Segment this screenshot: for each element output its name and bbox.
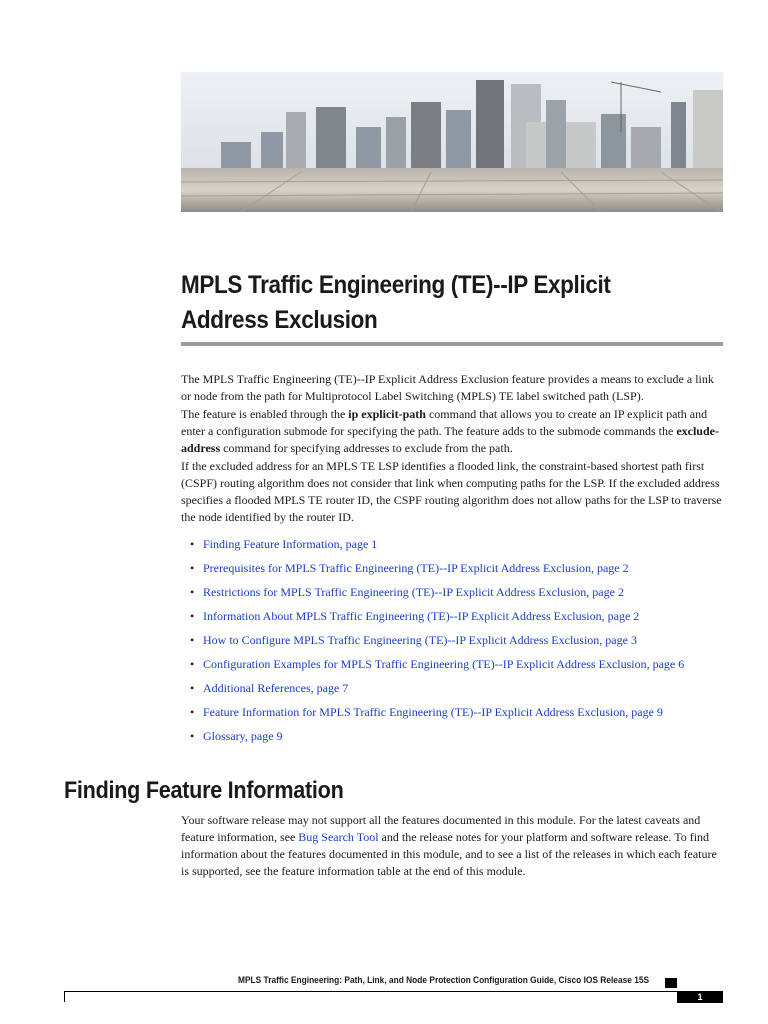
toc-item bbox=[190, 607, 730, 631]
section-title-finding-feature-information: Finding Feature Information bbox=[64, 777, 344, 804]
section-text-b: and the release notes for your platform and software release. To find information about the features documented in this module, and to see a list of the releases in which each feature is supported, see the feature information table at the end of this module. bbox=[181, 830, 717, 878]
bullet-icon: • bbox=[190, 537, 195, 551]
toc-item bbox=[190, 655, 730, 679]
toc-link-glossary[interactable]: Glossary, page 9 bbox=[203, 729, 283, 743]
intro-paragraph-2 bbox=[181, 406, 726, 457]
table-of-contents bbox=[190, 535, 730, 751]
footer-tick bbox=[64, 991, 65, 1002]
toc-item bbox=[190, 559, 730, 583]
toc-link-finding-feature-information[interactable]: Finding Feature Information, page 1 bbox=[203, 537, 378, 551]
bullet-icon: • bbox=[190, 681, 195, 695]
bullet-icon: • bbox=[190, 657, 195, 671]
toc-item bbox=[190, 703, 730, 727]
bullet-icon: • bbox=[190, 561, 195, 575]
p2-text-b: command that allows you to create an IP explicit path and enter a configuration submode for specifying the path. The feature adds to the submode commands the bbox=[181, 407, 708, 438]
toc-link-additional-references[interactable]: Additional References, page 7 bbox=[203, 681, 349, 695]
title-line-1: MPLS Traffic Engineering (TE)--IP Explicit bbox=[181, 271, 611, 299]
toc-link-restrictions[interactable]: Restrictions for MPLS Traffic Engineering (TE)--IP Explicit Address Exclusion, page 2 bbox=[203, 585, 624, 599]
p2-text-c: command for specifying addresses to exclude from the path. bbox=[220, 441, 513, 455]
footer-marker bbox=[665, 978, 677, 988]
page-number: 1 bbox=[677, 991, 723, 1003]
toc-link-configuration-examples[interactable]: Configuration Examples for MPLS Traffic Engineering (TE)--IP Explicit Address Exclusion, page 6 bbox=[203, 657, 685, 671]
command-exclude-address: exclude-address bbox=[181, 424, 719, 455]
bug-search-tool-link[interactable]: Bug Search Tool bbox=[298, 830, 379, 844]
toc-item bbox=[190, 631, 730, 655]
toc-link-how-to-configure[interactable]: How to Configure MPLS Traffic Engineering (TE)--IP Explicit Address Exclusion, page 3 bbox=[203, 633, 637, 647]
toc-item bbox=[190, 679, 730, 703]
footer-divider bbox=[64, 991, 677, 992]
bullet-icon: • bbox=[190, 633, 195, 647]
toc-item bbox=[190, 727, 730, 751]
toc-item bbox=[190, 583, 730, 607]
title-line-2: Address Exclusion bbox=[181, 306, 378, 334]
bullet-icon: • bbox=[190, 729, 195, 743]
p2-text-a: The feature is enabled through the bbox=[181, 407, 349, 421]
bullet-icon: • bbox=[190, 609, 195, 623]
bullet-icon: • bbox=[190, 585, 195, 599]
intro-paragraph-1: The MPLS Traffic Engineering (TE)--IP Explicit Address Exclusion feature provides a means to exclude a link or node from the path for Multiprotocol Label Switching (MPLS) TE label switched path (LSP). bbox=[181, 372, 714, 403]
section-text-a: Your software release may not support all the features documented in this module. For the latest caveats and feature information, see bbox=[181, 813, 701, 844]
toc-item bbox=[190, 535, 730, 559]
title-divider bbox=[181, 342, 723, 346]
toc-link-feature-information[interactable]: Feature Information for MPLS Traffic Engineering (TE)--IP Explicit Address Exclusion, page 9 bbox=[203, 705, 663, 719]
footer-guide-title: MPLS Traffic Engineering: Path, Link, and Node Protection Configuration Guide, Cisco IOS Release 15S bbox=[238, 975, 650, 986]
toc-link-information-about[interactable]: Information About MPLS Traffic Engineering (TE)--IP Explicit Address Exclusion, page 2 bbox=[203, 609, 640, 623]
city-skyline-banner bbox=[181, 72, 723, 212]
document-title bbox=[181, 268, 669, 338]
command-ip-explicit-path: ip explicit-path bbox=[348, 407, 426, 421]
intro-paragraph-3: If the excluded address for an MPLS TE LSP identifies a flooded link, the constraint-based shortest path first (CSPF) routing algorithm does not consider that link when computing paths for the LSP. If the excluded address specifies a flooded MPLS TE router ID, the CSPF routing algorithm does not allow paths for the LSP to traverse the node identified by the router ID. bbox=[181, 459, 722, 524]
section-paragraph bbox=[181, 812, 726, 880]
toc-link-prerequisites[interactable]: Prerequisites for MPLS Traffic Engineering (TE)--IP Explicit Address Exclusion, page 2 bbox=[203, 561, 629, 575]
bullet-icon: • bbox=[190, 705, 195, 719]
